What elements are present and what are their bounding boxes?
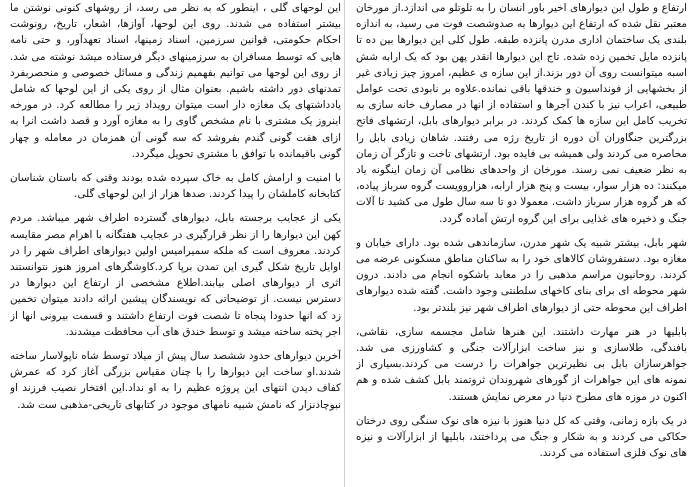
paragraph-clay-tablets: این لوحهای گلی ، اینطور که به نظر می رسد، از روشهای کنونی نوشتن ما بیشتر استفاده می شدند. روی این لوحها، آوازها، اشعار، تاریخ، رونوشت احکام حکومتی، قوانین سرزمین، اسناد زمینها، اسناد تعهدآور، و حتی نامه هایی که توسط مسافران به سرزمینهای دیگر فرستاده میشد نوشته می شد. از روی این لوحها می توانیم بفهمیم زندگی و مسائل خصوصی و منحصربفرد تمدنهای دور داشته باشیم. بعنوان مثال از روی یکی از این لوحها که شامل یادداشتهای یک مغازه دار است میتوان رویداد زیر را مطالعه کرد. در مورخه اینروز یک مشتری با نام مشخص گاوی را به مغازه آورد و قصد داشت انرا به ازای هفت گونی گندم بفروشد که سه گونی آن همزمان در معامله و چهار گونی باقیمانده با توافق با مشتری تحویل میگردد. <box>10 2 341 160</box>
paragraph-city-layout: شهر بابل، بیشتر شبیه یک شهر مدرن، سازماندهی شده بود. دارای خیابان و مغازه بود. دستفروشان کالاهای خود را به ساکنان مناطق مسکونی عرضه می کردند. روحانیون مراسم مذهبی را در معابد باشکوه انجام می دادند. درون شهر محوطه ای برای بنای کاخهای سلطنتی وجود داشت. گفته شده دیوارهای اطراف این محوطه حتی از دیوارهای اطراف شهر نیز بلندتر بود. <box>356 236 687 314</box>
paragraph-wall-dimensions: ارتفاع و طول این دیوارهای اخیر باور انسان را به تلوتلو می اندازد.از مورخان معتبر نقل شده که ارتفاع این دیوارها به صدوشصت فوت می رسید، به اندازه بلندی یک ساختمان اداری مدرن پانزده طبقه. طول کلی این دیوارها بین ده تا پانزده مایل تخمین زده شده. تاج این دیوارها انقدر پهن بود که یک ارابه شش اسبه میتوانست روی آن دور بزند.از این سازه ی عظیم، امروز چیز زیادی غیر از بخشهایی از فونداسیون و خندقها باقی نمانده.علاوه بر نابودی تحت عوامل طبیعی، اعراب نیز با کندن آجرها و استفاده از انها در مصارف خانه سازی به تخریب کامل این سازه ها کمک کردند. در برابر دیوارهای بابل، ارتشهای فاتح بزرگترین جنگاوران آن دوره از تاریخ رژه می رفتند. شاهان زیادی بابل را محاصره می کردند ولی همیشه بی فایده بود. ارتشهای تاخت و تازگر آن زمان به نظر ضعیف نمی رسند. مورخان از واحدهای نظامی آن زمان اینگونه یاد میکنند: ده هزار سوار، بیست و پنج هزار ارابه، هزاروویست گروه سرباز پیاده، که هر گروه هزار سرباز داشت. معمولا دو تا سه سال طول می کشید تا آلات جنگ و ذخیره های غذایی برای این گروه ارتش آماده گردد. <box>356 2 687 225</box>
paragraph-library-discovery: با امنیت و ارامش کامل به خاک سپرده شده بودند وقتی که باستان شناسان کتابخانه کاملشان را پیدا کردند. صدها هزار از این لوحهای گلی. <box>10 172 341 201</box>
paragraph-city-walls: یکی از عجایب برجسته بابل، دیوارهای گسترده اطراف شهر میباشد. مردم کهن این دیوارها را از نظر قرارگیری در عجایب هفتگانه با اهرام مصر مقایسه کردند. معروف است که ملکه سمیرامیس اولین دیوارهای اطراف شهر را در اوایل تاریخ شکل گیری این تمدن برپا کرد.کاوشگرهای امروز هنوز نتوانستند اثری از دیوارهای اصلی بیابند.اطلاع مشخصی از ارتفاع این دیوارها در دسترس نیست. از توضیحاتی که نویسندگان پیشین ارائه دادند میتوان تخمین زد که انها حدودا پنجاه تا شصت فوت ارتفاع داشتند و قسمت بیرونی انها از اجر پخته ساخته میشد و توسط خندق های آب محافظت میشدند. <box>10 212 341 338</box>
paragraph-babylonian-arts: بابلیها در هنر مهارت داشتند. این هنرها شامل مجسمه سازی، نقاشی، بافندگی، طلاسازی و نیز ساخت ابزارآلات جنگی و کشاورزی می شد. جواهرسازان بابل بی نظیرترین جواهرات را درست می کردند.بسیاری از نمونه های این جواهرات از گورهای شهروندان ثروتمند بابل کشف شده و هم اکنون در موزه های مطرح دنیا در معرض نمایش هستند. <box>356 325 687 403</box>
right-text-column <box>356 0 687 487</box>
paragraph-last-walls: آخرین دیوارهای حدود ششصد سال پیش از میلاد توسط شاه ناپولاسار ساخته شدند.او ساخت این دیوارها را با چنان مقیاس بزرگی آغاز کرد که عمرش کفاف دیدن انتهای این پروژه عظیم را به او نداد.این افتخار نصیب فرزند او نبوچادنزار که نامش شبیه نامهای موجود در کتابهای تاریخی-مذهبی ست شد. <box>10 350 341 411</box>
column-divider <box>344 0 345 487</box>
paragraph-metal-tools: در یک بازه زمانی، وقتی که کل دنیا هنوز با نیزه های نوک سنگی روی درختان حکاکی می کردند و به شکار و جنگ می پرداختند، بابلیها از ابزارآلات و نیزه های نوک فلزی استفاده می کردند. <box>356 414 687 460</box>
left-text-column <box>10 0 341 487</box>
